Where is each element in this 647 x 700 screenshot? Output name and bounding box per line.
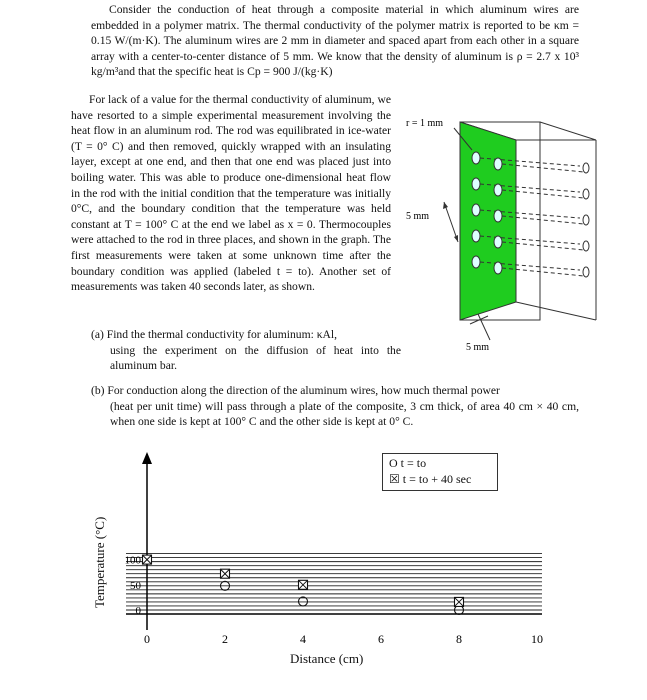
chart-legend: [382, 453, 498, 491]
x-tick-label: 0: [144, 632, 150, 646]
wire-exit: [583, 215, 589, 225]
legend-label-t40: t = to + 40 sec: [402, 472, 472, 486]
wire-end: [472, 178, 480, 190]
x-tick-label: 8: [456, 632, 462, 646]
composite-figure: [400, 110, 620, 360]
wire-exit: [583, 267, 589, 277]
spacing-label-vertical: 5 mm: [406, 211, 430, 222]
data-point-boxed-x: [143, 555, 152, 564]
data-point-boxed-x: [455, 597, 464, 606]
part-a-line1: (a) Find the thermal conductivity for aluminum: κAl,: [91, 328, 338, 341]
x-tick-label: 2: [222, 632, 228, 646]
wire-end: [494, 236, 502, 248]
boxed-x-marker-icon: ☒: [389, 472, 400, 486]
chart-grid: [126, 554, 542, 614]
wire-end: [472, 152, 480, 164]
spacing-arrowhead-bottom: [454, 235, 458, 242]
x-tick-label: 6: [378, 632, 384, 646]
part-a: [91, 327, 401, 374]
legend-label-t0: t = to: [400, 456, 427, 470]
y-axis-arrow: [142, 452, 152, 464]
spacing-dim-line: [444, 202, 458, 242]
wire-end: [472, 256, 480, 268]
part-b: [91, 383, 579, 430]
radius-label: r = 1 mm: [406, 118, 444, 129]
box-bottom-edge: [516, 302, 596, 320]
y-tick-label: 0: [135, 605, 141, 617]
spacing-label-horizontal: 5 mm: [466, 342, 490, 353]
wire-exit: [583, 189, 589, 199]
wire-exit: [583, 163, 589, 173]
legend-entry-t40: [389, 472, 471, 488]
wire-end: [472, 230, 480, 242]
y-axis-label: Temperature (°C): [92, 516, 107, 608]
problem-intro: Consider the conduction of heat through a composite material in which aluminum wires are embedded in a polymer matrix. The thermal conductivity of the polymer matrix is reported to be κm = 0.15 W/(m·K). The aluminum wires are 2 mm in diameter and spaced apart from each other in a square array with a center-to-center distance of 5 mm. We know that the density of aluminum is ρ = 2.7 x 10³ kg/m³and that the specific heat is Cp = 900 J/(kg·K): [91, 3, 579, 79]
part-b-line2: (heat per unit time) will pass through a plate of the composite, 3 cm thick, of area 40 cm × 40 cm, when one side is kept at 100° C and the other side is kept at 0° C.: [110, 399, 579, 429]
y-tick-label: 100: [124, 554, 141, 567]
wire-exit: [583, 241, 589, 251]
wire-end: [472, 204, 480, 216]
box-top-right-edge: [540, 122, 596, 140]
data-point-boxed-x: [221, 569, 230, 578]
problem-experiment: For lack of a value for the thermal conductivity of aluminum, we have resorted to a simple experimental measurement involving the heat flow in an aluminum rod. The rod was equilibrated in ice-water (T = 0° C) and then removed, quickly wrapped with an insulating layer, except at one end, and then that one end was placed just into boiling water. This was able to produce one-dimensional heat flow in the rod with the initial condition that the temperature was initially 0°C, and the boundary condition that the temperature was held constant at T = 100° C at the end we label as x = 0. Thermocouples were attached to the rod in three places, and shown in the graph. The first measurements were taken at some unknown time after the boundary condition was applied (labeled t = to). Another set of measurements was taken 40 seconds later, as shown.: [71, 93, 391, 294]
data-point-boxed-x: [299, 580, 308, 589]
x-tick-labels: [144, 632, 543, 646]
part-a-line2: using the experiment on the diffusion of heat into the aluminum bar.: [110, 343, 401, 373]
x-tick-label: 10: [531, 632, 543, 646]
wire-end: [494, 262, 502, 274]
spacing-arrowhead-top: [443, 202, 448, 209]
circle-marker-icon: O: [389, 456, 398, 470]
part-b-line1: (b) For conduction along the direction of the aluminum wires, how much thermal power: [91, 384, 500, 397]
composite-plate: [460, 122, 516, 320]
x-axis-label: Distance (cm): [290, 651, 364, 666]
y-tick-label: 50: [130, 579, 141, 592]
wire-end: [494, 210, 502, 222]
legend-entry-t0: [389, 456, 426, 472]
wire-end: [494, 184, 502, 196]
x-tick-label: 4: [300, 632, 306, 646]
wire-end: [494, 158, 502, 170]
